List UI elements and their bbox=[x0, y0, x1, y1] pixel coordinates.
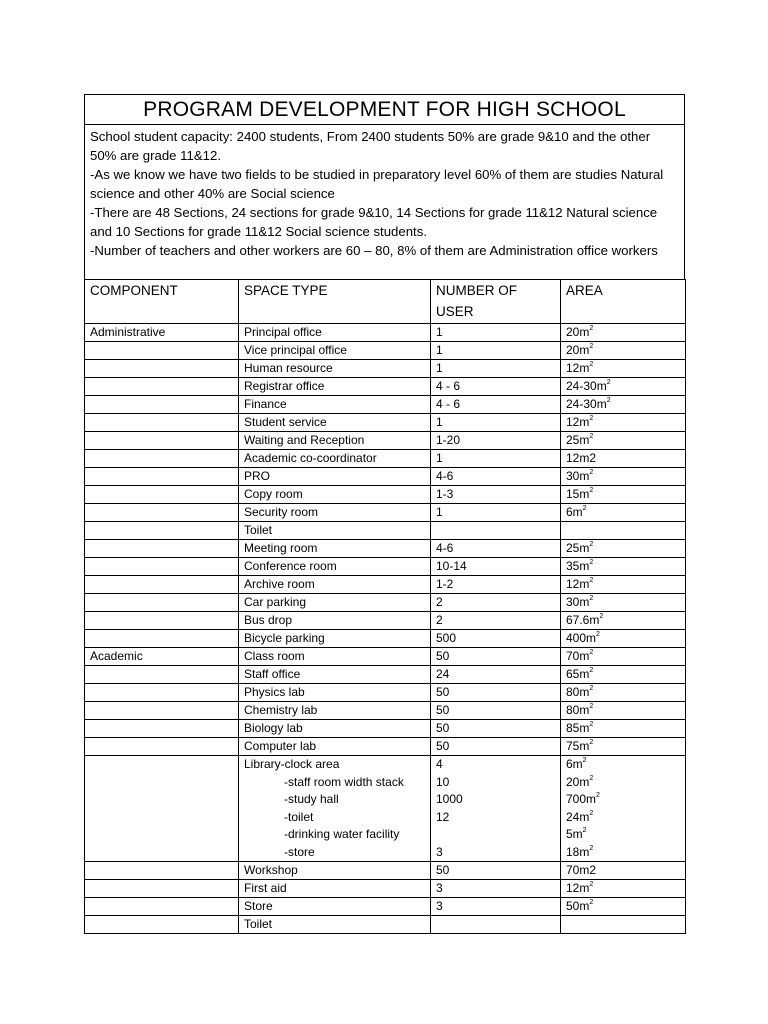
space-program-table bbox=[84, 279, 686, 934]
users-cell: 1 bbox=[431, 360, 561, 378]
library-users-line: 1000 bbox=[436, 792, 463, 806]
library-users-line: 3 bbox=[436, 844, 443, 859]
table-row bbox=[85, 360, 686, 378]
area-cell bbox=[561, 916, 686, 934]
users-cell: 1 bbox=[431, 342, 561, 360]
component-cell bbox=[85, 432, 239, 450]
area-cell bbox=[561, 468, 686, 486]
area-value: 12m bbox=[566, 881, 590, 895]
table-row bbox=[85, 612, 686, 630]
area-cell bbox=[561, 612, 686, 630]
table-row bbox=[85, 666, 686, 684]
area-value: 12m bbox=[566, 577, 590, 591]
users-cell: 2 bbox=[431, 594, 561, 612]
library-users-line: 12 bbox=[436, 809, 450, 824]
space-type-cell: Waiting and Reception bbox=[239, 432, 431, 450]
users-cell: 4 - 6 bbox=[431, 378, 561, 396]
space-type-cell: Human resource bbox=[239, 360, 431, 378]
area-value: 20m bbox=[566, 343, 590, 357]
table-row bbox=[85, 486, 686, 504]
area-value: 5m bbox=[566, 827, 583, 841]
table-row bbox=[85, 504, 686, 522]
table-row bbox=[85, 324, 686, 342]
table-row bbox=[85, 720, 686, 738]
library-area-line bbox=[566, 826, 680, 844]
area-cell bbox=[561, 684, 686, 702]
intro-paragraph: -There are 48 Sections, 24 sections for grade 9&10, 14 Sections for grade 11&12 Natural science and 10 Sections for grade 11&12 Social science students. bbox=[90, 205, 658, 239]
area-value: 30m bbox=[566, 595, 590, 609]
component-cell bbox=[85, 558, 239, 576]
area-exponent: 2 bbox=[589, 809, 594, 817]
space-type-cell: Computer lab bbox=[239, 738, 431, 756]
space-type-cell: Bicycle parking bbox=[239, 630, 431, 648]
component-cell bbox=[85, 756, 239, 862]
component-cell bbox=[85, 540, 239, 558]
component-cell bbox=[85, 702, 239, 720]
area-value: 70m2 bbox=[566, 863, 597, 877]
component-cell bbox=[85, 468, 239, 486]
area-value: 50m bbox=[566, 899, 590, 913]
component-cell bbox=[85, 594, 239, 612]
space-type-cell: First aid bbox=[239, 880, 431, 898]
area-value: 30m bbox=[566, 469, 590, 483]
area-cell bbox=[561, 648, 686, 666]
area-value: 12m2 bbox=[566, 451, 597, 465]
intro-paragraph: School student capacity: 2400 students, From 2400 students 50% are grade 9&10 and the other 50% are grade 11&12. bbox=[90, 129, 651, 163]
table-row bbox=[85, 862, 686, 880]
space-type-cell: Bus drop bbox=[239, 612, 431, 630]
space-type-cell: Class room bbox=[239, 648, 431, 666]
area-cell bbox=[561, 324, 686, 342]
area-exponent: 2 bbox=[589, 721, 594, 728]
users-cell: 50 bbox=[431, 720, 561, 738]
intro-paragraph: -Number of teachers and other workers are 60 – 80, 8% of them are Administration office workers bbox=[90, 243, 658, 258]
area-value: 80m bbox=[566, 703, 590, 717]
table-row bbox=[85, 432, 686, 450]
table-row bbox=[85, 342, 686, 360]
area-cell bbox=[561, 666, 686, 684]
table-row bbox=[85, 468, 686, 486]
users-cell: 3 bbox=[431, 898, 561, 916]
library-users-line: 4 bbox=[436, 757, 443, 771]
space-type-cell: Principal office bbox=[239, 324, 431, 342]
space-type-cell: Student service bbox=[239, 414, 431, 432]
component-cell bbox=[85, 414, 239, 432]
area-cell bbox=[561, 702, 686, 720]
users-cell: 50 bbox=[431, 738, 561, 756]
users-cell: 10-14 bbox=[431, 558, 561, 576]
space-type-cell: Security room bbox=[239, 504, 431, 522]
component-cell bbox=[85, 630, 239, 648]
area-cell bbox=[561, 414, 686, 432]
document-title: PROGRAM DEVELOPMENT FOR HIGH SCHOOL bbox=[84, 94, 685, 124]
library-space-line: -study hall bbox=[284, 792, 339, 806]
area-exponent: 2 bbox=[589, 361, 594, 368]
area-value: 12m bbox=[566, 361, 590, 375]
table-row bbox=[85, 916, 686, 934]
area-exponent: 2 bbox=[589, 774, 594, 782]
component-cell bbox=[85, 666, 239, 684]
area-value: 20m bbox=[566, 325, 590, 339]
area-exponent: 2 bbox=[599, 613, 604, 620]
component-cell bbox=[85, 522, 239, 540]
area-exponent: 2 bbox=[582, 757, 587, 764]
area-cell bbox=[561, 558, 686, 576]
area-value: 6m bbox=[566, 505, 583, 519]
library-users-line: 10 bbox=[436, 774, 450, 789]
area-exponent: 2 bbox=[589, 415, 594, 422]
area-value: 20m bbox=[566, 774, 590, 789]
area-cell bbox=[561, 720, 686, 738]
table-row bbox=[85, 630, 686, 648]
users-cell: 500 bbox=[431, 630, 561, 648]
space-type-cell: Toilet bbox=[239, 916, 431, 934]
table-row bbox=[85, 594, 686, 612]
table-row bbox=[85, 396, 686, 414]
area-exponent: 2 bbox=[589, 899, 594, 906]
area-cell bbox=[561, 432, 686, 450]
component-cell bbox=[85, 576, 239, 594]
space-type-cell: Chemistry lab bbox=[239, 702, 431, 720]
users-cell: 4 - 6 bbox=[431, 396, 561, 414]
component-cell bbox=[85, 486, 239, 504]
space-type-cell: Meeting room bbox=[239, 540, 431, 558]
area-exponent: 2 bbox=[589, 559, 594, 566]
space-type-cell: Car parking bbox=[239, 594, 431, 612]
area-cell bbox=[561, 486, 686, 504]
area-cell bbox=[561, 898, 686, 916]
users-cell: 50 bbox=[431, 684, 561, 702]
area-exponent: 2 bbox=[589, 433, 594, 440]
space-type-cell: Archive room bbox=[239, 576, 431, 594]
space-type-cell: Biology lab bbox=[239, 720, 431, 738]
area-value: 75m bbox=[566, 739, 590, 753]
component-cell bbox=[85, 504, 239, 522]
users-cell bbox=[431, 916, 561, 934]
table-row bbox=[85, 880, 686, 898]
area-exponent: 2 bbox=[589, 469, 594, 476]
table-row bbox=[85, 378, 686, 396]
users-cell: 1 bbox=[431, 414, 561, 432]
space-type-cell: Finance bbox=[239, 396, 431, 414]
component-cell bbox=[85, 342, 239, 360]
intro-paragraph: -As we know we have two fields to be studied in preparatory level 60% of them are studies Natural science and other 40% are Social science bbox=[90, 167, 664, 201]
area-cell bbox=[561, 522, 686, 540]
component-cell bbox=[85, 916, 239, 934]
area-exponent: 2 bbox=[589, 649, 594, 656]
area-value: 67.6m bbox=[566, 613, 600, 627]
area-exponent: 2 bbox=[589, 541, 594, 548]
component-cell bbox=[85, 898, 239, 916]
area-exponent: 2 bbox=[582, 827, 587, 834]
table-row bbox=[85, 558, 686, 576]
table-row bbox=[85, 738, 686, 756]
space-type-cell: Store bbox=[239, 898, 431, 916]
area-value: 6m bbox=[566, 757, 583, 771]
program-document bbox=[84, 94, 685, 934]
users-cell: 2 bbox=[431, 612, 561, 630]
area-value: 18m bbox=[566, 844, 590, 859]
area-cell bbox=[561, 378, 686, 396]
area-value: 70m bbox=[566, 649, 590, 663]
area-exponent: 2 bbox=[606, 379, 611, 386]
area-exponent: 2 bbox=[596, 631, 600, 638]
users-cell: 1-2 bbox=[431, 576, 561, 594]
area-exponent: 2 bbox=[589, 667, 594, 674]
area-value: 12m bbox=[566, 415, 590, 429]
space-type-cell: Academic co-coordinator bbox=[239, 450, 431, 468]
component-cell bbox=[85, 720, 239, 738]
users-cell: 1 bbox=[431, 324, 561, 342]
table-row bbox=[85, 540, 686, 558]
area-exponent: 2 bbox=[589, 487, 594, 494]
area-cell bbox=[561, 880, 686, 898]
component-cell bbox=[85, 612, 239, 630]
area-value: 400m bbox=[566, 631, 597, 645]
users-cell: 50 bbox=[431, 648, 561, 666]
area-value: 85m bbox=[566, 721, 590, 735]
users-cell: 50 bbox=[431, 862, 561, 880]
header-area: AREA bbox=[561, 280, 686, 324]
library-space-line: Library-clock area bbox=[244, 757, 340, 771]
area-value: 15m bbox=[566, 487, 590, 501]
component-cell bbox=[85, 880, 239, 898]
area-value: 25m bbox=[566, 433, 590, 447]
users-cell bbox=[431, 756, 561, 862]
area-value: 35m bbox=[566, 559, 590, 573]
area-cell bbox=[561, 450, 686, 468]
area-cell bbox=[561, 862, 686, 880]
area-exponent: 2 bbox=[589, 703, 594, 710]
intro-text bbox=[84, 124, 685, 279]
area-value: 25m bbox=[566, 541, 590, 555]
users-cell: 1-20 bbox=[431, 432, 561, 450]
users-cell: 4-6 bbox=[431, 468, 561, 486]
space-type-cell: Staff office bbox=[239, 666, 431, 684]
area-exponent: 2 bbox=[589, 595, 594, 602]
area-value: 24m bbox=[566, 809, 590, 824]
space-type-cell: Workshop bbox=[239, 862, 431, 880]
header-space-type: SPACE TYPE bbox=[239, 280, 431, 324]
space-type-cell: Toilet bbox=[239, 522, 431, 540]
component-cell bbox=[85, 360, 239, 378]
area-value: 65m bbox=[566, 667, 590, 681]
area-exponent: 2 bbox=[589, 577, 594, 584]
space-type-cell: Conference room bbox=[239, 558, 431, 576]
users-cell bbox=[431, 522, 561, 540]
header-number-of-user: NUMBER OF USER bbox=[431, 280, 561, 324]
area-value: 700m bbox=[566, 792, 597, 806]
library-area-line bbox=[566, 756, 680, 774]
component-cell bbox=[85, 862, 239, 880]
space-type-cell: Registrar office bbox=[239, 378, 431, 396]
table-header-row bbox=[85, 280, 686, 324]
area-exponent: 2 bbox=[589, 343, 594, 350]
table-row bbox=[85, 522, 686, 540]
table-row bbox=[85, 898, 686, 916]
area-cell bbox=[561, 360, 686, 378]
component-cell: Academic bbox=[85, 648, 239, 666]
space-type-cell: Physics lab bbox=[239, 684, 431, 702]
component-cell bbox=[85, 738, 239, 756]
table-row bbox=[85, 648, 686, 666]
users-cell: 1-3 bbox=[431, 486, 561, 504]
users-cell: 4-6 bbox=[431, 540, 561, 558]
table-row bbox=[85, 414, 686, 432]
component-cell bbox=[85, 396, 239, 414]
library-space-line: -drinking water facility bbox=[284, 827, 400, 841]
area-exponent: 2 bbox=[589, 844, 594, 852]
component-cell bbox=[85, 378, 239, 396]
table-row bbox=[85, 450, 686, 468]
area-exponent: 2 bbox=[582, 505, 587, 512]
area-value: 24-30m bbox=[566, 397, 607, 411]
area-value: 80m bbox=[566, 685, 590, 699]
library-space-line: -store bbox=[284, 844, 315, 859]
table-row bbox=[85, 576, 686, 594]
library-space-line: -toilet bbox=[284, 809, 314, 824]
users-cell: 24 bbox=[431, 666, 561, 684]
table-row bbox=[85, 702, 686, 720]
table-row bbox=[85, 684, 686, 702]
area-cell bbox=[561, 738, 686, 756]
area-cell bbox=[561, 594, 686, 612]
library-users-line bbox=[436, 826, 555, 844]
area-cell bbox=[561, 396, 686, 414]
area-cell bbox=[561, 342, 686, 360]
area-exponent: 2 bbox=[589, 325, 594, 332]
area-exponent: 2 bbox=[589, 881, 594, 888]
library-area-line bbox=[566, 809, 680, 827]
area-cell bbox=[561, 756, 686, 862]
users-cell: 3 bbox=[431, 880, 561, 898]
space-type-cell: PRO bbox=[239, 468, 431, 486]
area-exponent: 2 bbox=[596, 792, 600, 799]
space-type-cell: Copy room bbox=[239, 486, 431, 504]
library-area-line bbox=[566, 774, 680, 792]
header-component: COMPONENT bbox=[85, 280, 239, 324]
component-cell bbox=[85, 684, 239, 702]
users-cell: 1 bbox=[431, 504, 561, 522]
component-cell bbox=[85, 450, 239, 468]
space-type-cell: Vice principal office bbox=[239, 342, 431, 360]
area-cell bbox=[561, 504, 686, 522]
component-cell: Administrative bbox=[85, 324, 239, 342]
area-cell bbox=[561, 576, 686, 594]
area-exponent: 2 bbox=[606, 397, 611, 404]
area-exponent: 2 bbox=[589, 739, 594, 746]
users-cell: 1 bbox=[431, 450, 561, 468]
library-area-line bbox=[566, 844, 680, 862]
users-cell: 50 bbox=[431, 702, 561, 720]
library-area-line bbox=[566, 791, 680, 809]
area-cell bbox=[561, 630, 686, 648]
table-row-library bbox=[85, 756, 686, 862]
space-type-cell bbox=[239, 756, 431, 862]
area-exponent: 2 bbox=[589, 685, 594, 692]
library-space-line: -staff room width stack bbox=[284, 774, 404, 789]
area-cell bbox=[561, 540, 686, 558]
area-value: 24-30m bbox=[566, 379, 607, 393]
